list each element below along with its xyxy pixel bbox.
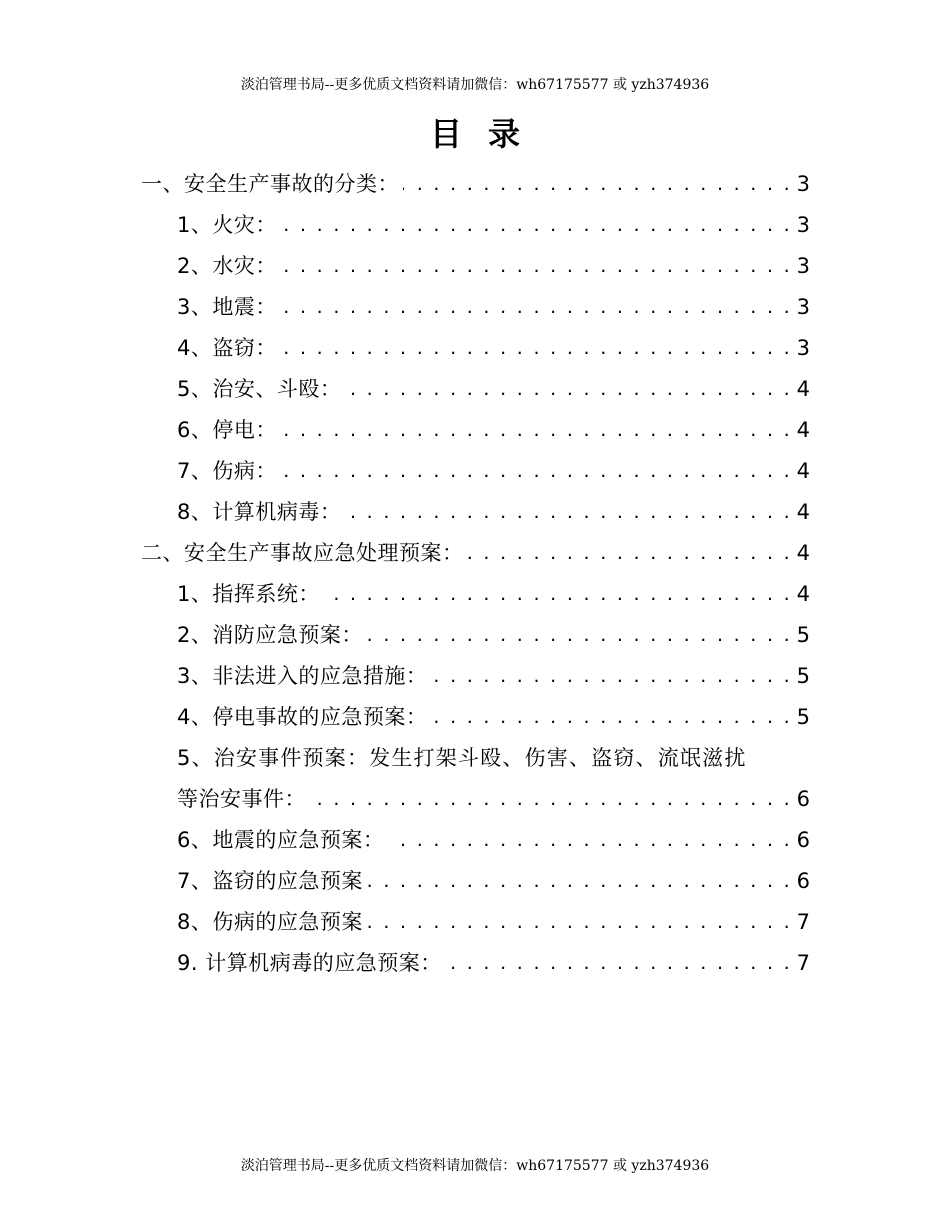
toc-entry[interactable]: [177, 861, 810, 902]
toc-entry[interactable]: [141, 164, 810, 205]
toc-page-number: 4: [796, 377, 810, 401]
toc-entry-text: 等治安事件：: [177, 787, 306, 811]
toc-entry-text: 7、伤病：: [177, 459, 277, 483]
toc-entry-text: 2、消防应急预案：: [177, 623, 363, 647]
toc-entry[interactable]: [177, 369, 810, 410]
toc-entry[interactable]: [177, 902, 810, 943]
toc-leader-dots: [281, 287, 792, 328]
toc-leader-dots: [431, 656, 792, 697]
toc-leader-dots: [367, 615, 792, 656]
toc-entry-text: 8、计算机病毒：: [177, 500, 342, 524]
toc-page-number: 3: [796, 336, 810, 360]
toc-entry[interactable]: [177, 574, 810, 615]
toc-leader-dots: [281, 246, 792, 287]
toc-entry-text: 5、治安事件预案：发生打架斗殴、伤害、盗窃、流氓滋扰: [177, 746, 747, 770]
toc-entry-text: 6、停电：: [177, 418, 277, 442]
toc-entry-text: 二、安全生产事故应急处理预案：: [141, 541, 464, 565]
header-note: 淡泊管理书局--更多优质文档资料请加微信：wh67175577 或 yzh374936: [240, 77, 710, 93]
toc-entry-text: 5、治安、斗殴：: [177, 377, 342, 401]
toc-entry[interactable]: [177, 697, 810, 738]
toc-leader-dots: [310, 779, 792, 820]
toc-entry-text: 4、停电事故的应急预案：: [177, 705, 428, 729]
toc-page-number: 6: [796, 869, 810, 893]
toc-entry-text: 1、火灾：: [177, 213, 277, 237]
toc-entry[interactable]: [177, 656, 810, 697]
toc-entry-text: 7、盗窃的应急预案: [177, 869, 363, 893]
toc-page-number: 3: [796, 295, 810, 319]
toc-leader-dots: [431, 697, 792, 738]
footer-note: 淡泊管理书局--更多优质文档资料请加微信：wh67175577 或 yzh374936: [240, 1158, 710, 1174]
toc-entry[interactable]: [141, 533, 810, 574]
toc-entry[interactable]: [177, 205, 810, 246]
toc-leader-dots: [367, 902, 792, 943]
toc-page-number: 5: [796, 664, 810, 688]
toc-page-number: 4: [796, 541, 810, 565]
toc-page-number: 4: [796, 582, 810, 606]
toc-entry-text: 2、水灾：: [177, 254, 277, 278]
toc-leader-dots: [446, 943, 792, 984]
toc-entry-text: 1、指挥系统：: [177, 582, 320, 606]
toc-page-number: 3: [796, 213, 810, 237]
toc-entry[interactable]: [177, 492, 810, 533]
toc-entry-wrapped[interactable]: [177, 738, 810, 779]
toc-entry-text: 9. 计算机病毒的应急预案：: [177, 951, 442, 975]
toc-leader-dots: [403, 164, 792, 205]
toc-entry[interactable]: [177, 246, 810, 287]
toc-page-number: 6: [796, 787, 810, 811]
toc-leader-dots: [345, 369, 792, 410]
toc-entry[interactable]: [177, 820, 810, 861]
toc-leader-dots: [324, 574, 792, 615]
toc-entry-text: 4、盗窃：: [177, 336, 277, 360]
toc-leader-dots: [281, 205, 792, 246]
toc-leader-dots: [281, 410, 792, 451]
toc-entry-text: 一、安全生产事故的分类：: [141, 172, 399, 196]
toc-leader-dots: [468, 533, 793, 574]
toc-leader-dots: [388, 820, 792, 861]
toc-entry[interactable]: [177, 328, 810, 369]
toc-page-number: 6: [796, 828, 810, 852]
toc-page-number: 3: [796, 172, 810, 196]
toc-page-number: 5: [796, 623, 810, 647]
toc-entry-text: 8、伤病的应急预案: [177, 910, 363, 934]
toc-page-number: 7: [796, 951, 810, 975]
toc-leader-dots: [281, 328, 792, 369]
toc-page-number: 4: [796, 418, 810, 442]
toc-leader-dots: [367, 861, 792, 902]
toc-entry[interactable]: [177, 410, 810, 451]
toc-entry-continuation[interactable]: [177, 779, 810, 820]
toc-entry-text: 3、地震：: [177, 295, 277, 319]
toc-page-number: 4: [796, 500, 810, 524]
page-title: 目录: [429, 115, 546, 153]
toc-entry-text: 3、非法进入的应急措施：: [177, 664, 428, 688]
toc-page-number: 7: [796, 910, 810, 934]
toc-page-number: 5: [796, 705, 810, 729]
toc-leader-dots: [281, 451, 792, 492]
toc-entry[interactable]: [177, 287, 810, 328]
toc-entry[interactable]: [177, 451, 810, 492]
toc-page-number: 3: [796, 254, 810, 278]
toc-page-number: 4: [796, 459, 810, 483]
toc-entry-text: 6、地震的应急预案：: [177, 828, 385, 852]
toc-leader-dots: [345, 492, 792, 533]
toc-entry[interactable]: [177, 943, 810, 984]
toc-entry[interactable]: [177, 615, 810, 656]
